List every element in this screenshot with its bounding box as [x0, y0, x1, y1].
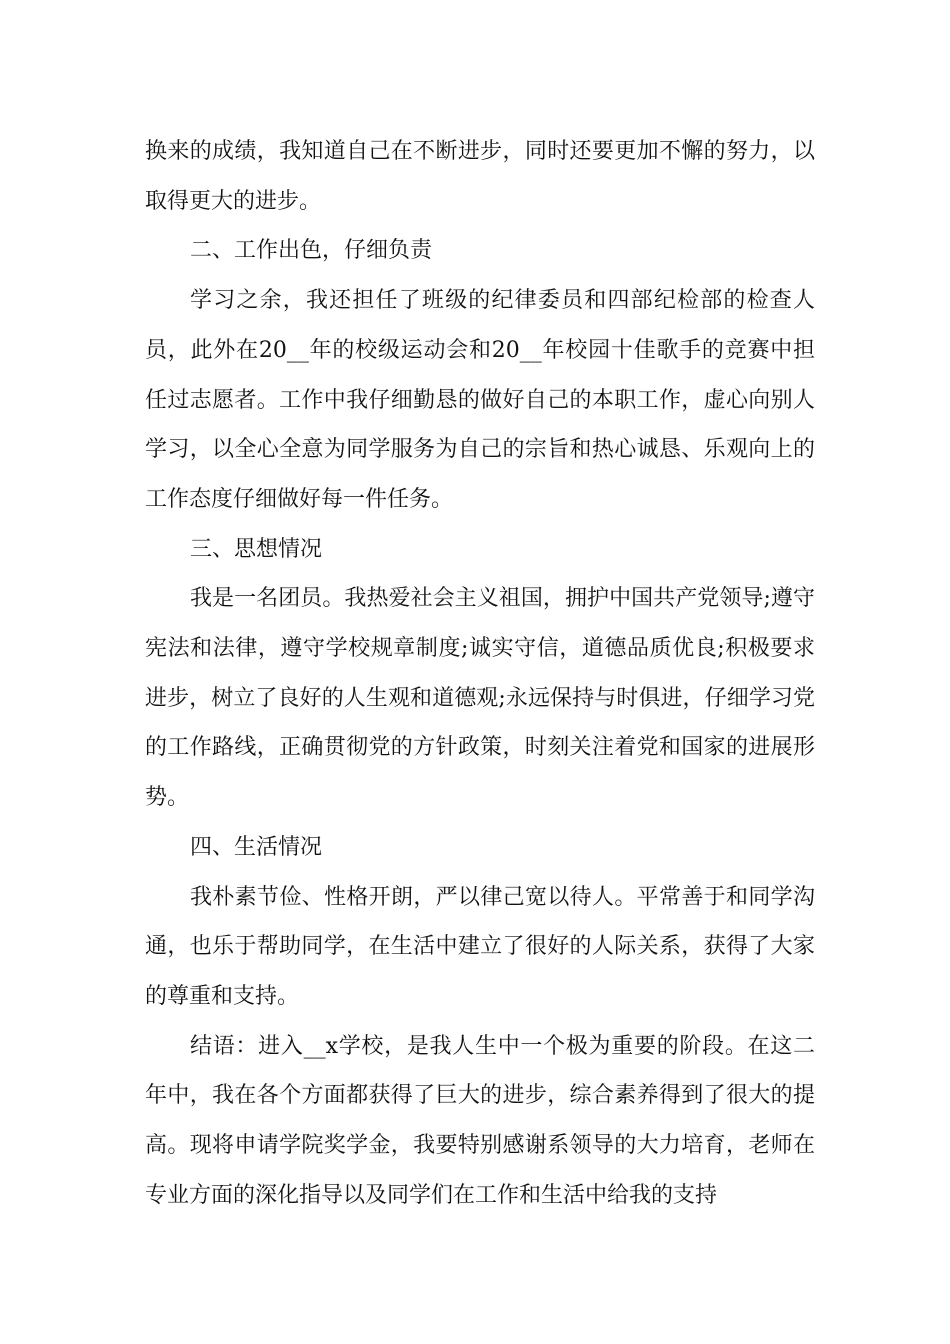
paragraph-work: 学习之余，我还担任了班级的纪律委员和四部纪检部的检查人员，此外在20__年的校级运动会和20__年校园十佳歌手的竞赛中担任过志愿者。工作中我仔细勤恳的做好自己的本职工作，虚心向别人学习，以全心全意为同学服务为自己的宗旨和热心诚恳、乐观向上的工作态度仔细做好每一件任务。: [145, 288, 815, 512]
document-body: [145, 127, 815, 1220]
paragraph-conclusion: 结语：进入__x学校，是我人生中一个极为重要的阶段。在这二年中，我在各个方面都获得了巨大的进步，综合素养得到了很大的提高。现将申请学院奖学金，我要特别感谢系领导的大力培育，老师在专业方面的深化指导以及同学们在工作和生活中给我的支持: [145, 1033, 815, 1208]
section-heading-work: 二、工作出色，仔细负责: [190, 238, 433, 264]
paragraph-continuation: 换来的成绩，我知道自己在不断进步，同时还要更加不懈的努力，以取得更大的进步。: [145, 139, 815, 214]
section-heading-life: 四、生活情况: [190, 834, 323, 860]
paragraph-life: 我朴素节俭、性格开朗，严以律己宽以待人。平常善于和同学沟通，也乐于帮助同学，在生活中建立了很好的人际关系，获得了大家的尊重和支持。: [145, 884, 815, 1009]
paragraph-thought: 我是一名团员。我热爱社会主义祖国，拥护中国共产党领导;遵守宪法和法律，遵守学校规章制度;诚实守信，道德品质优良;积极要求进步，树立了良好的人生观和道德观;永远保持与时俱进，仔细学习党的工作路线，正确贯彻党的方针政策，时刻关注着党和国家的进展形势。: [145, 586, 815, 811]
section-heading-thought: 三、思想情况: [190, 536, 323, 562]
